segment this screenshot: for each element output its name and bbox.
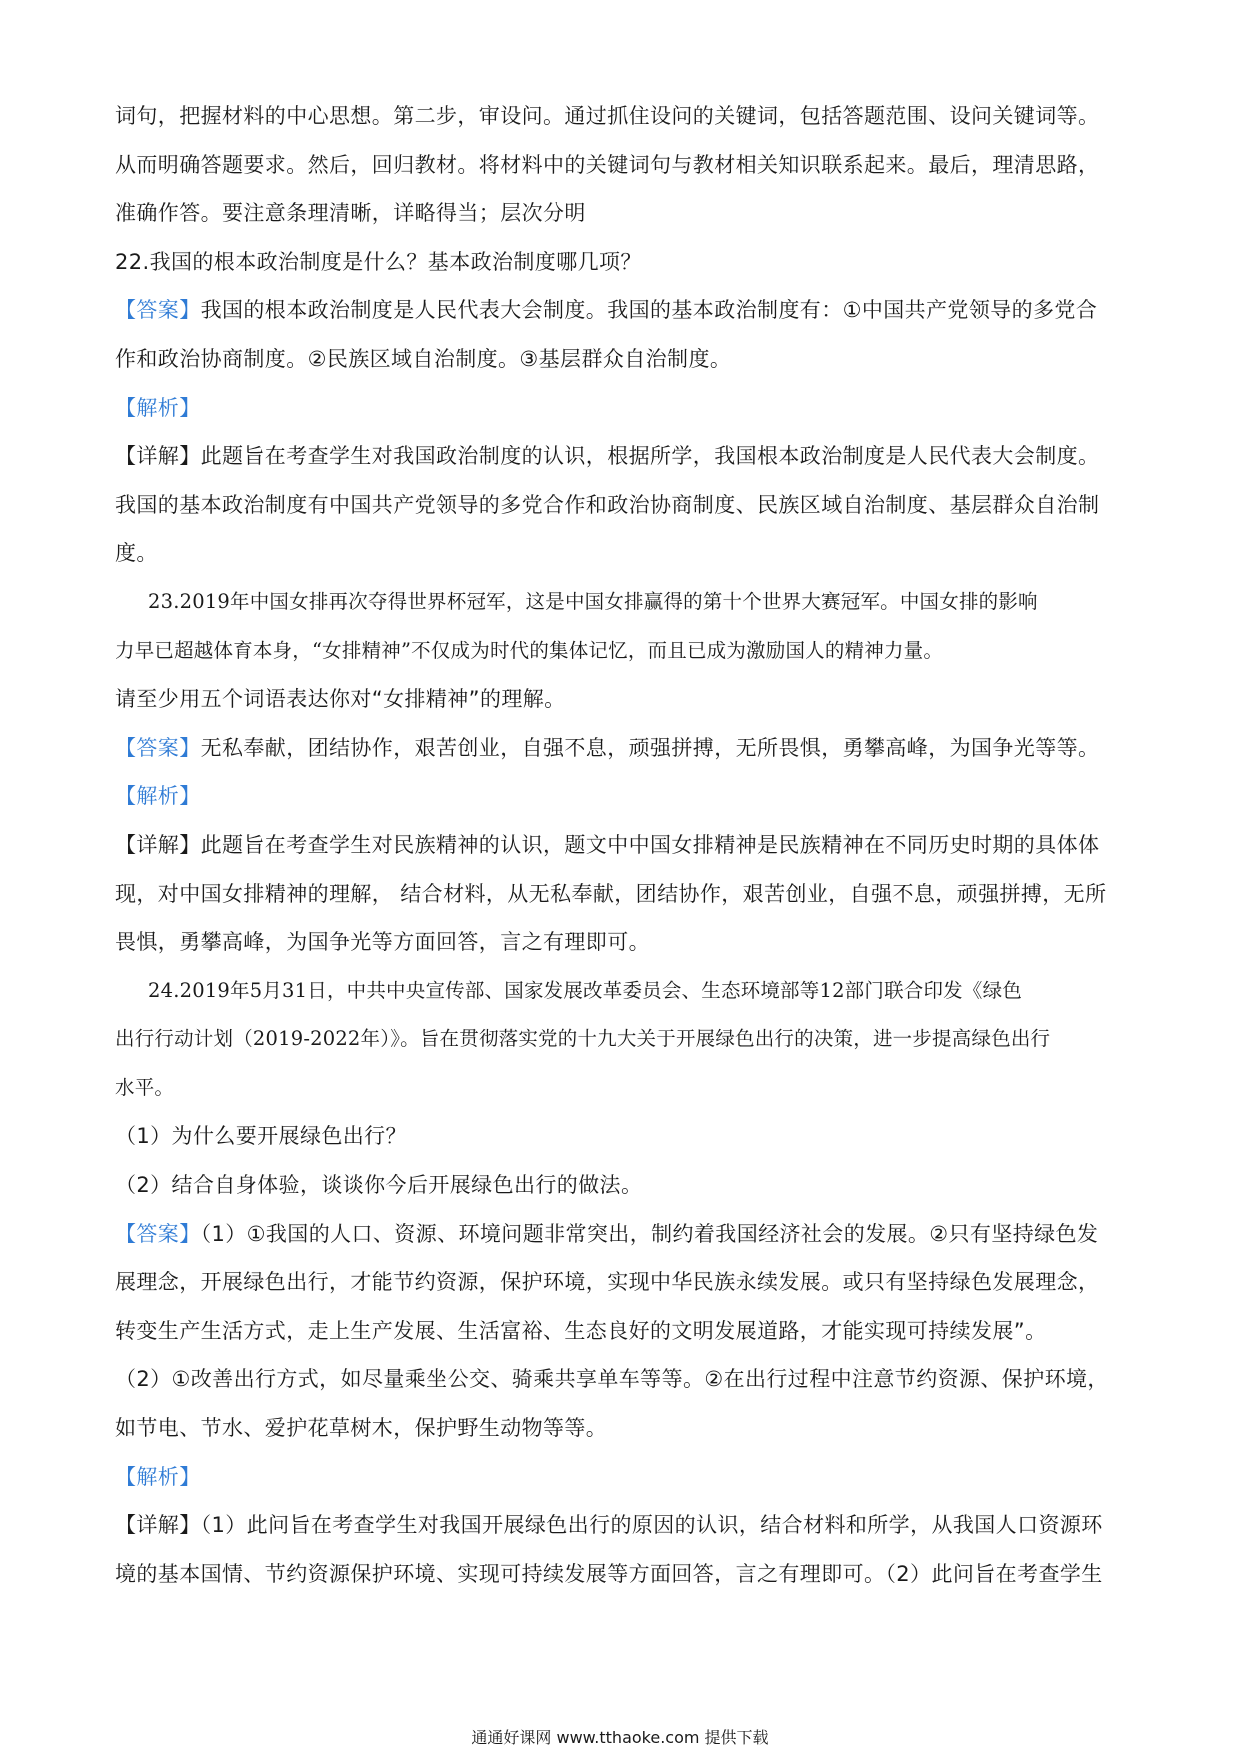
text-line (115, 1064, 1127, 1113)
text-line (115, 870, 1127, 919)
line-text: 作和政治协商制度。②民族区域自治制度。③基层群众自治制度。 (115, 346, 732, 371)
line-text: 力早已超越体育本身，“女排精神”不仅成为时代的集体记忆，而且已成为激励国人的精神力量。 (115, 638, 944, 662)
line-text: 展理念，开展绿色出行，才能节约资源，保护环境，实现中华民族永续发展。或只有坚持绿色发展理念， (115, 1270, 1100, 1295)
text-line (115, 1015, 1127, 1064)
line-text: （2）①改善出行方式，如尽量乘坐公交、骑乘共享单车等等。②在出行过程中注意节约资源、保护环境， (115, 1367, 1109, 1392)
detail-tag: 【详解】 (115, 444, 201, 469)
text-line (115, 286, 1127, 335)
text-line (115, 1210, 1127, 1259)
line-text: 此题旨在考查学生对我国政治制度的认识，根据所学，我国根本政治制度是人民代表大会制度。 (200, 444, 1100, 469)
text-line (115, 1307, 1127, 1356)
line-text: （1）为什么要开展绿色出行？ (115, 1124, 407, 1149)
text-line (115, 238, 1127, 287)
line-text: 畏惧，勇攀高峰，为国争光等方面回答，言之有理即可。 (115, 930, 650, 955)
text-line (115, 772, 1127, 821)
line-text: 22.我国的根本政治制度是什么？基本政治制度哪几项？ (115, 249, 642, 274)
text-line (115, 1453, 1127, 1502)
line-text: 现，对中国女排精神的理解， 结合材料，从无私奉献，团结协作，艰苦创业，自强不息，顽强拼搏，无所 (115, 881, 1107, 906)
text-line (115, 1355, 1127, 1404)
text-line (115, 918, 1127, 967)
line-text: 从而明确答题要求。然后，回归教材。将材料中的关键词句与教材相关知识联系起来。最后，理清思路， (115, 152, 1100, 177)
text-line (115, 92, 1127, 141)
line-text: 水平。 (115, 1075, 175, 1099)
line-text: 度。 (115, 541, 158, 566)
text-line (115, 481, 1127, 530)
text-line (115, 675, 1127, 724)
line-text: 境的基本国情、节约资源保护环境、实现可持续发展等方面回答，言之有理即可。（2）此问旨在考查学生 (115, 1561, 1103, 1586)
text-line (115, 1258, 1127, 1307)
line-text: 我国的基本政治制度有中国共产党领导的多党合作和政治协商制度、民族区域自治制度、基层群众自治制 (115, 492, 1100, 517)
line-text: 我国的根本政治制度是人民代表大会制度。我国的基本政治制度有：①中国共产党领导的多党合 (200, 298, 1098, 323)
text-line (115, 384, 1127, 433)
line-text: 23.2019年中国女排再次夺得世界杯冠军，这是中国女排赢得的第十个世界大赛冠军。中国女排的影响 (148, 589, 1038, 613)
label-tag: 【解析】 (115, 395, 201, 420)
label-tag: 【答案】 (115, 1221, 201, 1246)
text-line (115, 1161, 1127, 1210)
line-text: 词句，把握材料的中心思想。第二步，审设问。通过抓住设问的关键词，包括答题范围、设问关键词等。 (115, 104, 1100, 128)
text-line (115, 821, 1127, 870)
line-text: （1）此问旨在考查学生对我国开展绿色出行的原因的认识，结合材料和所学，从我国人口资源环 (200, 1513, 1103, 1538)
line-text: 此题旨在考查学生对民族精神的认识，题文中中国女排精神是民族精神在不同历史时期的具体体 (200, 832, 1100, 857)
text-line (115, 724, 1127, 773)
line-text: 准确作答。要注意条理清晰，详略得当；层次分明 (115, 201, 586, 226)
text-line (115, 1501, 1127, 1550)
label-tag: 【解析】 (115, 1464, 201, 1489)
label-tag: 【解析】 (115, 784, 201, 809)
detail-tag: 【详解】 (115, 832, 201, 857)
document-body (115, 92, 1127, 1598)
detail-tag: 【详解】 (115, 1513, 201, 1538)
line-text: 无私奉献，团结协作，艰苦创业，自强不息，顽强拼搏，无所畏惧，勇攀高峰，为国争光等等。 (200, 735, 1100, 760)
line-text: 如节电、节水、爱护花草树木，保护野生动物等等。 (115, 1416, 608, 1441)
line-text: 转变生产生活方式，走上生产发展、生活富裕、生态良好的文明发展道路，才能实现可持续发展”。 (115, 1318, 1047, 1343)
label-tag: 【答案】 (115, 298, 201, 323)
line-text: （2）结合自身体验，谈谈你今后开展绿色出行的做法。 (115, 1173, 643, 1198)
text-line (115, 529, 1127, 578)
text-line (115, 1404, 1127, 1453)
line-text: （1）①我国的人口、资源、环境问题非常突出，制约着我国经济社会的发展。②只有坚持绿色发 (200, 1221, 1099, 1246)
text-line (115, 189, 1127, 238)
text-line (115, 578, 1127, 627)
text-line (115, 1550, 1127, 1599)
label-tag: 【答案】 (115, 735, 201, 760)
text-line (115, 1112, 1127, 1161)
text-line (115, 335, 1127, 384)
line-text: 请至少用五个词语表达你对“女排精神”的理解。 (115, 687, 566, 712)
text-line (115, 967, 1127, 1016)
text-line (115, 627, 1127, 676)
line-text: 24.2019年5月31日，中共中央宣传部、国家发展改革委员会、生态环境部等12部门联合印发《绿色 (148, 978, 1022, 1002)
line-text: 出行行动计划（2019-2022年）》。旨在贯彻落实党的十九大关于开展绿色出行的决策，进一步提高绿色出行 (115, 1027, 1051, 1051)
text-line (115, 432, 1127, 481)
page-footer: 通通好课网 www.tthaoke.com 提供下载 (471, 1728, 769, 1747)
text-line (115, 141, 1127, 190)
